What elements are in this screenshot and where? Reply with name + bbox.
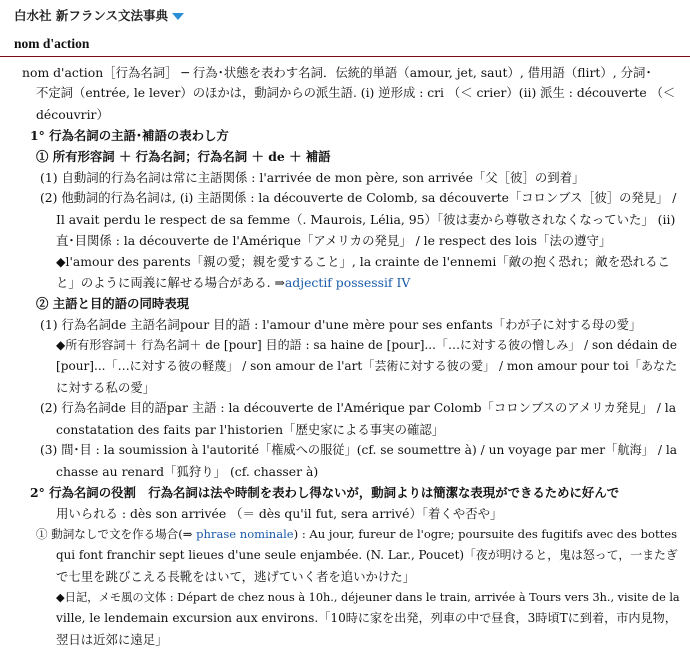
entry-line: chasse au renard「狐狩り」 (cf. chasser à) [56,464,319,479]
entry-line: Il avait perdu le respect de sa femme（. Maurois, Lélia, 95）「彼は妻から尊敬されなくなっていた」 (ii) [56,212,676,227]
entry-line: 直･目関係 : la découverte de l'Amérique「アメリカの発見」 / le respect des lois「法の遵守」 [56,233,612,248]
cross-reference-link[interactable]: phrase nominale [196,527,294,541]
entry-body [0,57,690,650]
dropdown-arrow-icon[interactable] [172,13,184,20]
entry-line: (3) 間･目 : la soumission à l'autorité「権威への服従」(cf. se soumettre à) / un voyage par mer「航海」 / la [40,443,678,457]
entry-line: qui font franchir sept lieues d'une seule enjambée. (N. Lar., Poucet)「夜が明けると，鬼は怒って，一またぎ [56,548,678,562]
entry-line: ◆日記，メモ風の文体 : Départ de chez nous à 10h., déjeuner dans le train, arrivée à Tours vers 3h., visite de la [56,591,680,604]
entry-line: [pour]...「…に対する彼の軽蔑」 / son amour de l'art「芸術に対する彼の愛」 / mon amour pour toi「あなた [56,359,678,373]
entry-heading: nom d'action [0,30,690,57]
section-heading: 1° 行為名詞の主語･補語の表わし方 [30,128,229,143]
definition-line: 不定詞（entrée, le lever）のほかは，動詞からの派生語. (i) 逆形成 : cri （＜ crier）(ii) 派生 : découverte （＜ [36,86,676,100]
entry-line: 用いられる : dès son arrivée （＝ dès qu'il fut, sera arrivé）「着くや否や」 [56,506,503,521]
entry-line: (1) 行為名詞de 主語名詞pour 目的語 : l'amour d'une mère pour ses enfants「わが子に対する母の愛」 [40,317,642,332]
definition-line: découvrir） [36,107,109,122]
definition-line: nom d'action［行為名詞］ ─ 行為･状態を表わす名詞．伝統的単語（amour, jet, saut）, 借用語（flirt）, 分詞･ [22,65,652,80]
entry-line: (2) 他動詞的行為名詞は, (i) 主語関係 : la découverte de Colomb, sa découverte「コロンブス［彼］の発見」 / [40,191,677,205]
section-heading: 2° 行為名詞の役割 行為名詞は法や時制を表わし得ないが，動詞よりは簡潔な表現ができるために好んで [30,485,620,500]
entry-line: (2) 行為名詞de 目的語par 主語 : la découverte de l'Amérique par Colomb「コロンブスのアメリカ発見」 / la [40,401,677,415]
entry-line: で七里を跳びこえる長靴をはいて，逃げていく者を追いかけた」 [56,569,416,584]
entry-line-with-link[interactable]: ① 動詞なしで文を作る場合(⇒ phrase nominale) : Au jour, fureur de l'ogre; poursuite des fugitifs avec des bottes [36,527,677,541]
dictionary-title: 白水社 新フランス文法事典 [14,7,168,23]
subsection-heading: ① 所有形容詞 ＋ 行為名詞；行為名詞 ＋ de ＋ 補語 [36,149,331,164]
entry-line: ville, le lendemain excursion aux environs.「10時に家を出発，列車の中で昼食，3時頃Tに到着，市内見物， [56,611,677,625]
entry-line: に対する私の愛」 [56,380,156,395]
entry-line: constatation des faits par l'historien「歴史家による事実の確認」 [56,422,445,437]
app-header [0,0,690,30]
entry-line: ◆所有形容詞＋ 行為名詞＋ de [pour] 目的語 : sa haine de [pour]...「…に対する彼の憎しみ」 / son dédain de [56,338,677,352]
entry-line: ◆l'amour des parents「親の愛；親を愛すること」, la crainte de l'ennemi「敵の抱く恐れ；敵を恐れるこ [56,254,670,269]
subsection-heading: ② 主語と目的語の同時表現 [36,296,190,311]
entry-line: 翌日は近郊に遠足」 [56,632,168,647]
entry-line-with-link[interactable]: と」のように両義に解せる場合がある. ⇒adjectif possessif IV [56,275,411,290]
cross-reference-link[interactable]: adjectif possessif IV [284,275,411,290]
entry-line: (1) 自動詞的行為名詞は常に主語関係 : l'arrivée de mon père, son arrivée「父［彼］の到着」 [40,170,585,185]
